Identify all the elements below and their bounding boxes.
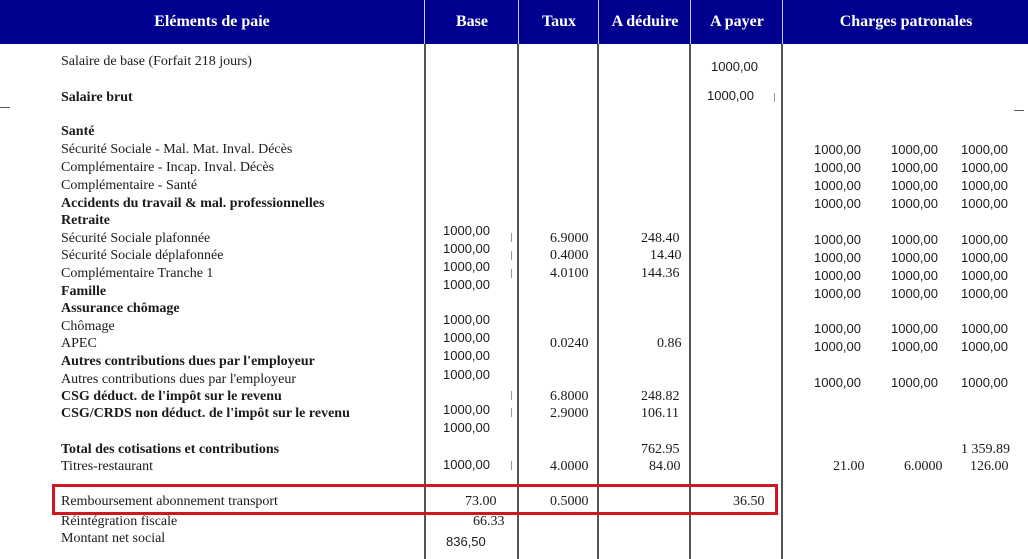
row-label: Chômage bbox=[61, 319, 115, 334]
col-header-base: Base bbox=[456, 13, 488, 30]
section-label: Autres contributions dues par l'employeur bbox=[61, 354, 315, 369]
cell-charge: 1000,00 bbox=[961, 178, 1008, 193]
row-label: Titres-restaurant bbox=[61, 459, 154, 474]
cell-charge: 1000,00 bbox=[961, 160, 1008, 175]
cell-charge: 1000,00 bbox=[961, 142, 1008, 157]
cell-charge: 1000,00 bbox=[891, 321, 938, 336]
tick-mark bbox=[511, 251, 512, 260]
col-header-charges: Charges patronales bbox=[839, 13, 973, 30]
margin-dash bbox=[0, 107, 10, 108]
cell-charge: 1000,00 bbox=[891, 196, 938, 211]
row-label: Salaire brut bbox=[61, 90, 133, 105]
column-divider bbox=[689, 44, 691, 559]
col-header-taux: Taux bbox=[541, 13, 577, 30]
col-header-a-deduire: A déduire bbox=[611, 13, 679, 30]
cell-charge: 1000,00 bbox=[891, 142, 938, 157]
row-label: CSG/CRDS non déduct. de l'impôt sur le revenu bbox=[61, 406, 350, 421]
cell-charge: 126.00 bbox=[970, 459, 1009, 474]
row-label: Complémentaire - Santé bbox=[61, 178, 198, 193]
cell-taux: 0.4000 bbox=[550, 248, 589, 263]
cell-taux: 6.9000 bbox=[550, 231, 589, 246]
tick-mark bbox=[511, 461, 512, 470]
header-separator bbox=[598, 0, 599, 44]
tick-mark bbox=[511, 233, 512, 242]
cell-charge: 1000,00 bbox=[814, 268, 861, 283]
cell-taux: 6.8000 bbox=[550, 389, 589, 404]
cell-base: 1000,00 bbox=[443, 348, 490, 363]
cell-charge: 1000,00 bbox=[891, 375, 938, 390]
cell-a-deduire: 0.86 bbox=[657, 336, 682, 351]
cell-base: 1000,00 bbox=[443, 420, 490, 435]
row-label: Sécurité Sociale - Mal. Mat. Inval. Décès bbox=[61, 142, 293, 157]
cell-charge: 1000,00 bbox=[891, 232, 938, 247]
row-label: Autres contributions dues par l'employeur bbox=[61, 372, 297, 387]
cell-a-payer: 1000,00 bbox=[711, 59, 758, 74]
column-divider bbox=[781, 44, 783, 559]
row-label: Total des cotisations et contributions bbox=[61, 442, 280, 457]
row-label: Complémentaire Tranche 1 bbox=[61, 266, 214, 281]
cell-base: 836,50 bbox=[446, 534, 486, 549]
header-separator bbox=[424, 0, 425, 44]
tick-mark bbox=[774, 93, 775, 102]
cell-charge: 1000,00 bbox=[961, 339, 1008, 354]
cell-base: 73.00 bbox=[465, 494, 497, 509]
cell-a-deduire: 106.11 bbox=[641, 406, 679, 421]
cell-charge: 1000,00 bbox=[961, 321, 1008, 336]
cell-a-payer: 1000,00 bbox=[707, 88, 754, 103]
cell-charge: 1000,00 bbox=[961, 268, 1008, 283]
cell-charge: 1000,00 bbox=[891, 178, 938, 193]
cell-base: 1000,00 bbox=[443, 241, 490, 256]
cell-charge: 1000,00 bbox=[961, 232, 1008, 247]
cell-a-deduire: 248.40 bbox=[641, 231, 680, 246]
cell-a-deduire: 14.40 bbox=[650, 248, 682, 263]
cell-charge: 1000,00 bbox=[961, 250, 1008, 265]
cell-charge: 1000,00 bbox=[814, 286, 861, 301]
header-separator bbox=[782, 0, 783, 44]
header-separator bbox=[518, 0, 519, 44]
cell-base: 1000,00 bbox=[443, 259, 490, 274]
section-label: Retraite bbox=[61, 213, 110, 228]
row-label: Complémentaire - Incap. Inval. Décès bbox=[61, 160, 275, 175]
cell-charge: 1000,00 bbox=[961, 196, 1008, 211]
cell-a-deduire: 144.36 bbox=[641, 266, 680, 281]
tick-mark bbox=[511, 269, 512, 278]
header-separator bbox=[690, 0, 691, 44]
row-label: Remboursement abonnement transport bbox=[61, 494, 278, 509]
cell-a-deduire: 248.82 bbox=[641, 389, 680, 404]
cell-charge: 1000,00 bbox=[891, 286, 938, 301]
cell-charge: 6.0000 bbox=[904, 459, 943, 474]
cell-charge: 1000,00 bbox=[814, 232, 861, 247]
column-divider bbox=[597, 44, 599, 559]
cell-charge: 1000,00 bbox=[814, 339, 861, 354]
cell-charge: 1000,00 bbox=[814, 375, 861, 390]
row-label: Réintégration fiscale bbox=[61, 514, 178, 529]
cell-base: 1000,00 bbox=[443, 402, 490, 417]
margin-dash bbox=[1014, 110, 1024, 111]
cell-charge: 1000,00 bbox=[891, 339, 938, 354]
cell-a-payer: 36.50 bbox=[733, 494, 765, 509]
col-header-elements: Eléments de paie bbox=[154, 13, 270, 30]
row-label: Sécurité Sociale plafonnée bbox=[61, 231, 211, 246]
section-label: Santé bbox=[61, 124, 95, 139]
tick-mark bbox=[511, 408, 512, 417]
cell-charge: 1000,00 bbox=[891, 160, 938, 175]
cell-taux: 0.0240 bbox=[550, 336, 589, 351]
row-label: Montant net social bbox=[61, 531, 166, 546]
cell-charge: 1000,00 bbox=[814, 142, 861, 157]
cell-base: 1000,00 bbox=[443, 312, 490, 327]
cell-base: 1000,00 bbox=[443, 457, 490, 472]
cell-charge: 1000,00 bbox=[961, 286, 1008, 301]
cell-taux: 4.0000 bbox=[550, 459, 589, 474]
row-label: Sécurité Sociale déplafonnée bbox=[61, 248, 224, 263]
cell-base: 1000,00 bbox=[443, 277, 490, 292]
cell-base: 1000,00 bbox=[443, 223, 490, 238]
cell-charge: 1000,00 bbox=[891, 268, 938, 283]
row-label: Salaire de base (Forfait 218 jours) bbox=[61, 54, 252, 69]
table-header bbox=[0, 0, 1028, 44]
cell-charge: 1000,00 bbox=[814, 250, 861, 265]
cell-charge: 1000,00 bbox=[814, 321, 861, 336]
row-label: APEC bbox=[61, 336, 97, 351]
cell-a-deduire: 84.00 bbox=[649, 459, 681, 474]
cell-charge: 21.00 bbox=[833, 459, 865, 474]
row-label: Accidents du travail & mal. professionnelles bbox=[61, 196, 325, 211]
cell-charge: 1000,00 bbox=[961, 375, 1008, 390]
row-label: CSG déduct. de l'impôt sur le revenu bbox=[61, 389, 282, 404]
cell-charge: 1000,00 bbox=[814, 160, 861, 175]
cell-taux: 0.5000 bbox=[550, 494, 589, 509]
column-divider bbox=[517, 44, 519, 559]
cell-taux: 2.9000 bbox=[550, 406, 589, 421]
cell-charge: 1 359.89 bbox=[961, 442, 1010, 457]
column-divider bbox=[424, 44, 426, 559]
cell-charge: 1000,00 bbox=[814, 196, 861, 211]
highlight-box bbox=[52, 484, 778, 515]
col-header-a-payer: A payer bbox=[710, 13, 764, 30]
section-label: Famille bbox=[61, 284, 107, 299]
cell-a-deduire: 762.95 bbox=[641, 442, 680, 457]
tick-mark bbox=[511, 391, 512, 400]
cell-charge: 1000,00 bbox=[814, 178, 861, 193]
cell-base: 1000,00 bbox=[443, 367, 490, 382]
cell-taux: 4.0100 bbox=[550, 266, 589, 281]
cell-base: 66.33 bbox=[473, 514, 505, 529]
cell-base: 1000,00 bbox=[443, 330, 490, 345]
section-label: Assurance chômage bbox=[61, 301, 180, 316]
cell-charge: 1000,00 bbox=[891, 250, 938, 265]
